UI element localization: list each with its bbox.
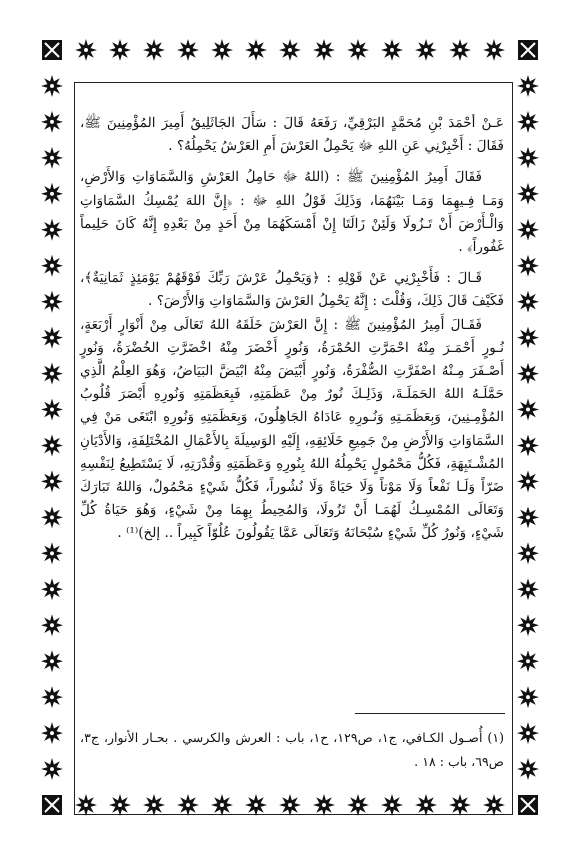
star-ornament-icon — [41, 470, 63, 492]
star-ornament-icon — [177, 39, 199, 61]
star-ornament-icon — [517, 147, 539, 169]
star-ornament-icon — [517, 506, 539, 528]
star-ornament-icon — [41, 435, 63, 457]
star-ornament-icon — [313, 39, 335, 61]
star-ornament-icon — [449, 39, 471, 61]
star-ornament-icon — [41, 255, 63, 277]
star-ornament-icon — [517, 363, 539, 385]
star-ornament-icon — [517, 722, 539, 744]
star-ornament-icon — [41, 291, 63, 313]
star-ornament-icon — [41, 722, 63, 744]
star-ornament-icon — [41, 183, 63, 205]
footnote: (١) أُصـول الكـافي، ج١، ص١٢٩، ح١، باب : العرش والكرسي . بحـار الأنوار، ج٣، ص٦٩، باب : ١٨ . — [80, 730, 504, 769]
star-ornament-icon — [41, 75, 63, 97]
corner-ornament-icon — [42, 795, 62, 815]
star-ornament-icon — [211, 39, 233, 61]
star-ornament-icon — [517, 470, 539, 492]
star-ornament-icon — [245, 39, 267, 61]
star-ornament-icon — [41, 111, 63, 133]
star-ornament-icon — [347, 39, 369, 61]
paragraph-2: فَقَالَ أَمِيرُ المُؤْمِنِينَ ﷺ : (اللهُ ﷻ حَامِلُ العَرْشِ وَالسَّمَاوَاتِ وَالأَرْضِ، وَمَـا فِـيهِمَا وَمَـا بَيْنَهُمَا، وَذَلِكَ قَوْلُ اللهِ ﷻ : ﴿إِنَّ اللهَ يُمْسِكُ السَّمَاوَاتِ وَالْـأَرْضَ أَنْ تَـزُولَا وَلَئِنْ زَالَتَا إِنْ أَمْسَكَهُمَا مِنْ أَحَدٍ مِنْ بَعْدِهِ إِنَّهُ كَانَ حَلِيماً غَفُوراً﴾ . — [80, 169, 504, 256]
star-ornament-icon — [517, 183, 539, 205]
star-ornament-icon — [75, 39, 97, 61]
star-ornament-icon — [517, 111, 539, 133]
star-ornament-icon — [41, 506, 63, 528]
footnote-separator — [355, 713, 505, 714]
corner-ornament-icon — [518, 40, 538, 60]
star-ornament-icon — [143, 39, 165, 61]
star-ornament-icon — [517, 255, 539, 277]
star-ornament-icon — [279, 39, 301, 61]
star-ornament-icon — [109, 39, 131, 61]
paragraph-3: قَـالَ : فَأَخْبِرْنِي عَنْ قَوْلِهِ : ﴿وَيَحْمِلُ عَرْشَ رَبِّكَ فَوْقَهُمْ يَوْمَئِذٍ ثَمَانِيَةٌ﴾، فَكَيْفَ قَالَ ذَلِكَ، وَقُلْتَ : إِنَّهُ يَحْمِلُ العَرْشَ وَالسَّمَاوَاتِ وَالأَرْضَ؟ . — [80, 270, 504, 310]
star-ornament-icon — [41, 147, 63, 169]
star-ornament-icon — [517, 614, 539, 636]
star-ornament-icon — [483, 39, 505, 61]
main-text — [80, 112, 504, 546]
star-ornament-icon — [517, 435, 539, 457]
star-ornament-icon — [517, 75, 539, 97]
paragraph-1: عَـنْ أحْمَدَ بْنِ مُحَمَّدٍ البَرْقِيِّ، رَفَعَهُ قَالَ : سَأَلَ الجَاثَلِيقُ أَمِيرَ المُؤْمِنِينَ ﷺ، فَقَالَ : أَخْبِرْنِي عَنِ اللهِ ﷻ يَحْمِلُ العَرْشَ أَمِ العَرْشُ يَحْمِلُهُ؟ . — [80, 115, 504, 155]
star-ornament-icon — [517, 686, 539, 708]
star-ornament-icon — [41, 542, 63, 564]
star-ornament-icon — [517, 578, 539, 600]
star-ornament-icon — [517, 219, 539, 241]
star-ornament-icon — [41, 614, 63, 636]
star-ornament-icon — [41, 399, 63, 421]
star-ornament-icon — [41, 758, 63, 780]
star-ornament-icon — [381, 39, 403, 61]
star-ornament-icon — [517, 399, 539, 421]
star-ornament-icon — [41, 327, 63, 349]
corner-ornament-icon — [42, 40, 62, 60]
corner-ornament-icon — [518, 795, 538, 815]
star-ornament-icon — [41, 363, 63, 385]
star-ornament-icon — [517, 327, 539, 349]
star-ornament-icon — [517, 650, 539, 672]
star-ornament-icon — [517, 291, 539, 313]
star-ornament-icon — [41, 578, 63, 600]
star-ornament-icon — [41, 650, 63, 672]
star-ornament-icon — [41, 219, 63, 241]
paragraph-4: فَقَـالَ أَمِيرُ المُؤْمِنِينَ ﷺ : إِنَّ العَرْشَ خَلَقَهُ اللهُ تَعَالَى مِنْ أَنْوَارٍ أَرْبَعَةٍ، نُـورٍ أَحْمَـرَ مِنْهُ احْمَرَّتِ الحُمْرَةُ، وَنُورٍ أَخْضَرَ مِنْهُ اخْضَرَّتِ الخُضْرَةُ، وَنُورٍ أَصْـفَرَ مِـنْهُ اصْفَرَّتِ الصُّفْرَةُ، وَنُورٍ أَبْيَضَ مِنْهُ ابْيَضَّ البَيَاضُ، وَهُوَ العِلْمُ الَّذِي حَمَّلَـهُ اللهُ الحَمَلَـةَ، وَذَلِـكَ نُورٌ مِنْ عَظَمَتِهِ، فَبِعَظَمَتِهِ وَنُورِهِ أَبْصَرَ قُلُوبُ المُؤْمِـنِينَ، وَبِعَظَمَـتِهِ وَنُـورِهِ عَادَاهُ الجَاهِلُونَ، وَبِعَظَمَتِهِ وَنُورِهِ ابْتَغَى مَنْ فِي السَّمَاوَاتِ وَالأَرْضِ مِنْ جَمِيعِ خَلَائِقِهِ، إِلَيْهِ الوَسِيلَةَ بِالأَعْمَالِ المُخْتَلِفَةِ، وَالأَدْيَانِ المُشْـتَبِهَةِ، فَكُلُّ مَحْمُولٍ يَحْمِلُهُ اللهُ بِنُورِهِ وَعَظَمَتِهِ وَقُدْرَتِهِ، لَا يَسْتَطِيعُ لِنَفْسِهِ ضَرّاً وَلَـا نَفْعاً وَلَا مَوْتاً وَلَا حَيَاةً وَلَا نُشُوراً، فَكُلُّ شَيْءٍ مَحْمُولٌ، وَاللهُ تَبَارَكَ وَتَعَالَى المُمْسِـكُ لَهُمَـا أَنْ تَزُولَا، وَالمُحِيطُ بِهِمَا مِنْ شَيْءٍ، وَهُوَ حَيَاةُ كُلِّ شَيْءٍ، وَنُورُ كُلِّ شَيْءٍ سُبْحَانَهُ وَتَعَالَى عَمَّا يَقُولُونَ عُلُوّاً كَبِيراً .. إلخ)⁽¹⁾ . — [80, 316, 504, 542]
star-ornament-icon — [517, 542, 539, 564]
star-ornament-icon — [517, 758, 539, 780]
star-ornament-icon — [415, 39, 437, 61]
star-ornament-icon — [41, 686, 63, 708]
